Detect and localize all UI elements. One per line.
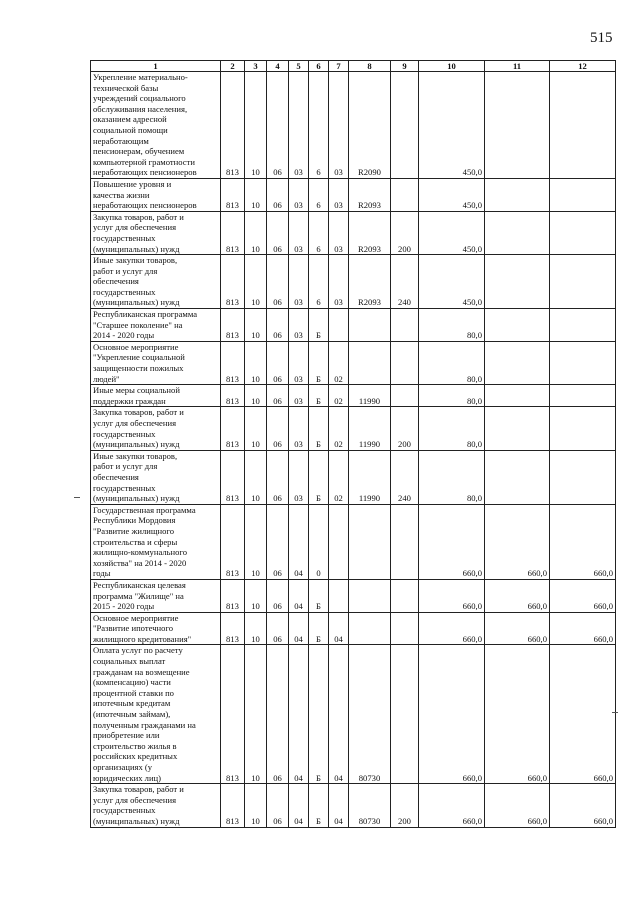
table-row — [91, 255, 616, 309]
direction-code — [349, 341, 391, 384]
event-code: 04 — [329, 612, 349, 645]
amount-2019 — [485, 72, 550, 179]
program-code: 04 — [289, 612, 309, 645]
row-name: Укрепление материально- технической базы учреждений социального обслуживания населения, оказанием адресной социальной помощи неработающим пенсионерам, обучением компьютерной грамотности неработающих пенсионеров — [91, 72, 221, 179]
column-header-5: 5 — [289, 61, 309, 72]
table-row — [91, 407, 616, 450]
program-code: 03 — [289, 72, 309, 179]
direction-code: R2090 — [349, 72, 391, 179]
ministry-code: 813 — [221, 341, 245, 384]
subprogram-code: Б — [309, 579, 329, 612]
expense-type-code — [391, 341, 419, 384]
program-code: 04 — [289, 579, 309, 612]
program-code: 03 — [289, 407, 309, 450]
amount-2020 — [550, 407, 616, 450]
program-code: 03 — [289, 309, 309, 342]
row-name: Иные закупки товаров, работ и услуг для обеспечения государственных (муниципальных) нужд — [91, 255, 221, 309]
amount-2018: 450,0 — [419, 255, 485, 309]
direction-code — [349, 504, 391, 579]
table-row — [91, 450, 616, 504]
column-header-1: 1 — [91, 61, 221, 72]
amount-2018: 450,0 — [419, 178, 485, 211]
table-body — [91, 72, 616, 828]
scan-mark — [74, 497, 80, 498]
subsection-code: 06 — [267, 309, 289, 342]
amount-2020: 660,0 — [550, 612, 616, 645]
row-name: Закупка товаров, работ и услуг для обеспечения государственных (муниципальных) нужд — [91, 784, 221, 827]
amount-2020: 660,0 — [550, 784, 616, 827]
amount-2018: 80,0 — [419, 450, 485, 504]
row-name: Повышение уровня и качества жизни неработающих пенсионеров — [91, 178, 221, 211]
expense-type-code: 240 — [391, 450, 419, 504]
direction-code: 80730 — [349, 784, 391, 827]
expense-type-code: 200 — [391, 784, 419, 827]
section-code: 10 — [245, 341, 267, 384]
direction-code: 11990 — [349, 385, 391, 407]
amount-2019 — [485, 385, 550, 407]
direction-code: R2093 — [349, 178, 391, 211]
amount-2018: 660,0 — [419, 504, 485, 579]
amount-2019 — [485, 211, 550, 254]
subsection-code: 06 — [267, 784, 289, 827]
column-header-9: 9 — [391, 61, 419, 72]
subsection-code: 06 — [267, 612, 289, 645]
amount-2018: 80,0 — [419, 341, 485, 384]
direction-code — [349, 309, 391, 342]
subprogram-code: Б — [309, 341, 329, 384]
section-code: 10 — [245, 612, 267, 645]
amount-2019: 660,0 — [485, 645, 550, 784]
amount-2020: 660,0 — [550, 579, 616, 612]
program-code: 04 — [289, 645, 309, 784]
amount-2019 — [485, 309, 550, 342]
amount-2018: 660,0 — [419, 579, 485, 612]
subsection-code: 06 — [267, 407, 289, 450]
section-code: 10 — [245, 309, 267, 342]
expense-type-code: 200 — [391, 211, 419, 254]
column-header-4: 4 — [267, 61, 289, 72]
expense-type-code — [391, 504, 419, 579]
table-row — [91, 579, 616, 612]
subsection-code: 06 — [267, 341, 289, 384]
ministry-code: 813 — [221, 309, 245, 342]
expense-type-code — [391, 579, 419, 612]
row-name: Основное мероприятие "Развитие ипотечного жилищного кредитования" — [91, 612, 221, 645]
table-row — [91, 504, 616, 579]
amount-2019: 660,0 — [485, 504, 550, 579]
ministry-code: 813 — [221, 178, 245, 211]
amount-2019 — [485, 341, 550, 384]
amount-2019 — [485, 178, 550, 211]
event-code: 03 — [329, 178, 349, 211]
direction-code — [349, 579, 391, 612]
program-code: 03 — [289, 255, 309, 309]
amount-2020 — [550, 385, 616, 407]
subsection-code: 06 — [267, 504, 289, 579]
expense-type-code — [391, 385, 419, 407]
amount-2018: 660,0 — [419, 612, 485, 645]
section-code: 10 — [245, 385, 267, 407]
section-code: 10 — [245, 504, 267, 579]
table-row — [91, 385, 616, 407]
column-header-6: 6 — [309, 61, 329, 72]
event-code — [329, 579, 349, 612]
subsection-code: 06 — [267, 450, 289, 504]
table-row — [91, 645, 616, 784]
row-name: Республиканская программа "Старшее поколение" на 2014 - 2020 годы — [91, 309, 221, 342]
column-header-11: 11 — [485, 61, 550, 72]
program-code: 03 — [289, 341, 309, 384]
expense-type-code — [391, 72, 419, 179]
subsection-code: 06 — [267, 645, 289, 784]
column-header-8: 8 — [349, 61, 391, 72]
expense-type-code — [391, 645, 419, 784]
scan-mark — [612, 712, 618, 713]
subprogram-code: Б — [309, 784, 329, 827]
amount-2020: 660,0 — [550, 645, 616, 784]
section-code: 10 — [245, 72, 267, 179]
amount-2019 — [485, 407, 550, 450]
program-code: 04 — [289, 504, 309, 579]
subprogram-code: Б — [309, 407, 329, 450]
amount-2019 — [485, 450, 550, 504]
amount-2019: 660,0 — [485, 612, 550, 645]
event-code: 03 — [329, 255, 349, 309]
event-code: 03 — [329, 72, 349, 179]
column-header-10: 10 — [419, 61, 485, 72]
amount-2020 — [550, 309, 616, 342]
row-name: Закупка товаров, работ и услуг для обеспечения государственных (муниципальных) нужд — [91, 407, 221, 450]
subprogram-code: Б — [309, 645, 329, 784]
table-row — [91, 341, 616, 384]
direction-code — [349, 612, 391, 645]
event-code: 02 — [329, 385, 349, 407]
event-code: 04 — [329, 645, 349, 784]
amount-2020: 660,0 — [550, 504, 616, 579]
event-code: 04 — [329, 784, 349, 827]
expense-type-code: 200 — [391, 407, 419, 450]
row-name: Основное мероприятие "Укрепление социальной защищенности пожилых людей" — [91, 341, 221, 384]
amount-2018: 80,0 — [419, 385, 485, 407]
column-header-12: 12 — [550, 61, 616, 72]
row-name: Иные меры социальной поддержки граждан — [91, 385, 221, 407]
event-code — [329, 309, 349, 342]
ministry-code: 813 — [221, 450, 245, 504]
row-name: Оплата услуг по расчету социальных выплат гражданам на возмещение (компенсацию) части процентной ставки по ипотечным кредитам (ипотечным займам), полученным гражданами на приобретение или строительство жилья в российских кредитных организациях (у юридических лиц) — [91, 645, 221, 784]
ministry-code: 813 — [221, 579, 245, 612]
amount-2020 — [550, 178, 616, 211]
amount-2018: 80,0 — [419, 407, 485, 450]
ministry-code: 813 — [221, 72, 245, 179]
direction-code: R2093 — [349, 211, 391, 254]
amount-2018: 660,0 — [419, 784, 485, 827]
section-code: 10 — [245, 579, 267, 612]
table-row — [91, 612, 616, 645]
table-row — [91, 309, 616, 342]
column-header-2: 2 — [221, 61, 245, 72]
subsection-code: 06 — [267, 211, 289, 254]
section-code: 10 — [245, 407, 267, 450]
subsection-code: 06 — [267, 579, 289, 612]
expense-type-code: 240 — [391, 255, 419, 309]
direction-code: R2093 — [349, 255, 391, 309]
amount-2019 — [485, 255, 550, 309]
expense-type-code — [391, 612, 419, 645]
subprogram-code: Б — [309, 385, 329, 407]
amount-2018: 80,0 — [419, 309, 485, 342]
amount-2020 — [550, 255, 616, 309]
table-row — [91, 72, 616, 179]
event-code — [329, 504, 349, 579]
subsection-code: 06 — [267, 385, 289, 407]
program-code: 03 — [289, 178, 309, 211]
subprogram-code: Б — [309, 612, 329, 645]
subprogram-code: 6 — [309, 178, 329, 211]
table-row — [91, 178, 616, 211]
expense-type-code — [391, 178, 419, 211]
subprogram-code: 0 — [309, 504, 329, 579]
subprogram-code: Б — [309, 309, 329, 342]
section-code: 10 — [245, 784, 267, 827]
event-code: 02 — [329, 341, 349, 384]
amount-2018: 450,0 — [419, 211, 485, 254]
section-code: 10 — [245, 211, 267, 254]
subprogram-code: 6 — [309, 255, 329, 309]
ministry-code: 813 — [221, 255, 245, 309]
column-header-3: 3 — [245, 61, 267, 72]
ministry-code: 813 — [221, 504, 245, 579]
subprogram-code: 6 — [309, 72, 329, 179]
table-row — [91, 784, 616, 827]
ministry-code: 813 — [221, 645, 245, 784]
section-code: 10 — [245, 178, 267, 211]
direction-code: 11990 — [349, 407, 391, 450]
row-name: Закупка товаров, работ и услуг для обеспечения государственных (муниципальных) нужд — [91, 211, 221, 254]
ministry-code: 813 — [221, 784, 245, 827]
row-name: Государственная программа Республики Мордовия "Развитие жилищного строительства и сферы жилищно-коммунального хозяйства" на 2014 - 2020 годы — [91, 504, 221, 579]
page-number: 515 — [590, 30, 613, 46]
expense-type-code — [391, 309, 419, 342]
event-code: 02 — [329, 407, 349, 450]
row-name: Республиканская целевая программа "Жилище" на 2015 - 2020 годы — [91, 579, 221, 612]
subsection-code: 06 — [267, 72, 289, 179]
subsection-code: 06 — [267, 255, 289, 309]
amount-2020 — [550, 341, 616, 384]
subsection-code: 06 — [267, 178, 289, 211]
event-code: 02 — [329, 450, 349, 504]
subprogram-code: Б — [309, 450, 329, 504]
subprogram-code: 6 — [309, 211, 329, 254]
amount-2018: 450,0 — [419, 72, 485, 179]
column-header-7: 7 — [329, 61, 349, 72]
direction-code: 80730 — [349, 645, 391, 784]
amount-2020 — [550, 211, 616, 254]
amount-2019: 660,0 — [485, 784, 550, 827]
row-name: Иные закупки товаров, работ и услуг для обеспечения государственных (муниципальных) нужд — [91, 450, 221, 504]
direction-code: 11990 — [349, 450, 391, 504]
amount-2020 — [550, 450, 616, 504]
program-code: 03 — [289, 450, 309, 504]
budget-table — [90, 60, 616, 828]
program-code: 04 — [289, 784, 309, 827]
header-row — [91, 61, 616, 72]
ministry-code: 813 — [221, 385, 245, 407]
table-row — [91, 211, 616, 254]
amount-2019: 660,0 — [485, 579, 550, 612]
section-code: 10 — [245, 450, 267, 504]
amount-2018: 660,0 — [419, 645, 485, 784]
section-code: 10 — [245, 645, 267, 784]
amount-2020 — [550, 72, 616, 179]
ministry-code: 813 — [221, 211, 245, 254]
ministry-code: 813 — [221, 407, 245, 450]
event-code: 03 — [329, 211, 349, 254]
program-code: 03 — [289, 211, 309, 254]
ministry-code: 813 — [221, 612, 245, 645]
program-code: 03 — [289, 385, 309, 407]
section-code: 10 — [245, 255, 267, 309]
